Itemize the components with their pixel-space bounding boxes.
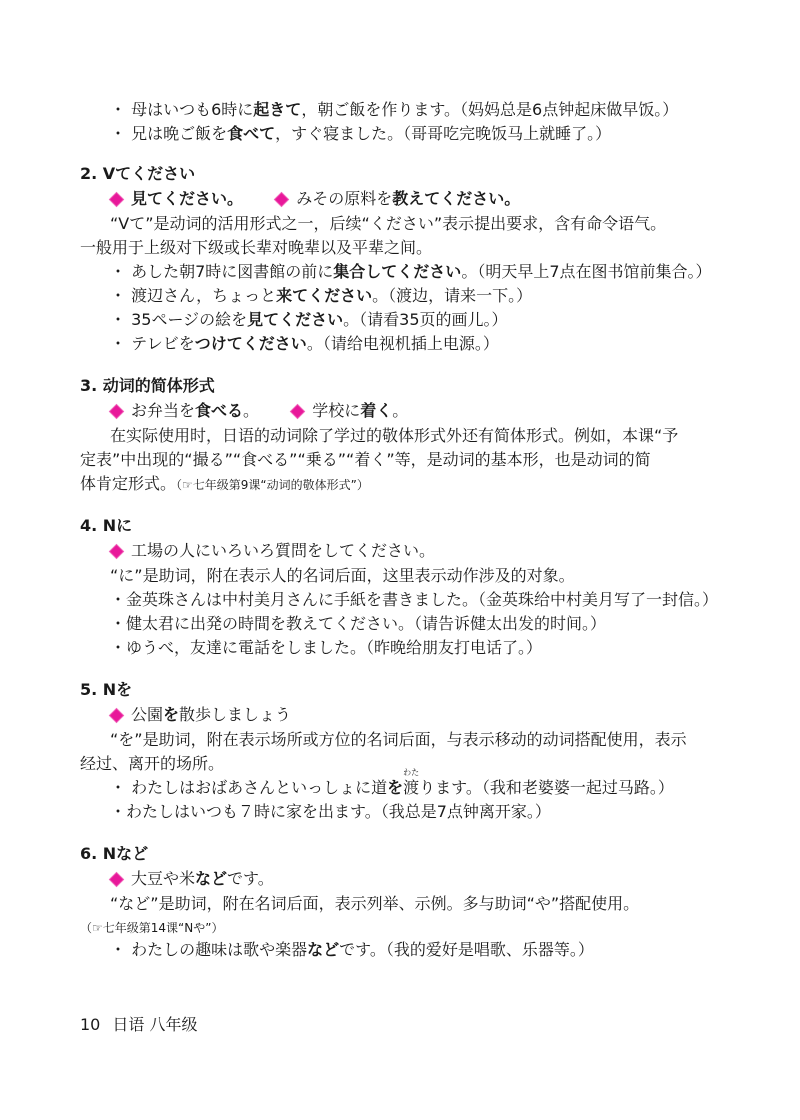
- example-verb: 食べて: [227, 124, 276, 143]
- section-heading: 3. 动词的简体形式: [80, 376, 215, 395]
- pattern-text: 工場の人にいろいろ質問をしてください。: [131, 541, 436, 560]
- example-line: [110, 261, 712, 283]
- pattern-text: 学校に: [312, 401, 361, 420]
- example-text: テレビを: [131, 334, 195, 353]
- example-verb: つけてください: [194, 334, 307, 353]
- example-text: ります。（我和老婆婆一起过马路。）: [419, 778, 674, 797]
- explanation: 在实际使用时，日语的动词除了学过的敬体形式外还有简体形式。例如，本课“予: [110, 426, 679, 445]
- explanation: “に”是助词，附在表示人的名词后面，这里表示动作涉及的对象。: [110, 566, 575, 585]
- pattern-line: [110, 400, 408, 422]
- pattern-line: [110, 704, 291, 726]
- example-line: ・ 健太君に出発の時間を教えてください。（请告诉健太出发的时间。）: [110, 613, 606, 635]
- example-line: ・ ゆうべ，友達に電話をしました。（昨晚给朋友打电话了。）: [110, 637, 542, 659]
- pattern-text: 食べる: [195, 401, 244, 420]
- pattern-text: みその原料を: [296, 189, 393, 208]
- example-line: [110, 309, 508, 331]
- diamond-bullet-icon: [110, 545, 123, 558]
- pattern-text: お弁当を: [131, 401, 196, 420]
- explanation: 一般用于上级对下级或长辈对晚辈以及平辈之间。: [80, 238, 433, 257]
- example-verb: 見てください: [247, 310, 344, 329]
- pattern-text: です。: [227, 869, 274, 888]
- example-line: [110, 123, 611, 145]
- book-title: 日语 八年级: [112, 1015, 198, 1034]
- page-footer: [80, 1012, 197, 1035]
- pattern-line: [110, 868, 274, 890]
- diamond-bullet-icon: [291, 405, 304, 418]
- example-text: あした朝7時に図書館の前に: [131, 262, 334, 281]
- example-particle: など: [307, 940, 340, 959]
- pattern-text: 散歩しましょう: [179, 705, 292, 724]
- example-text: わたしの趣味は歌や楽器: [131, 940, 308, 959]
- explanation: “を”是助词，附在表示场所或方位的名词后面，与表示移动的动词搭配使用，表示: [110, 730, 687, 749]
- explanation: [80, 473, 369, 496]
- example-text: 。（明天早上7点在图书馆前集合。）: [461, 262, 712, 281]
- example-text: 母はいつも6時に: [131, 100, 254, 119]
- pattern-line: [110, 188, 520, 210]
- explanation-text: 体肯定形式。: [80, 474, 177, 493]
- explanation: 定表”中出现的“撮る”“食べる”“乗る”“着く”等，是动词的基本形，也是动词的简: [80, 450, 651, 469]
- pattern-particle: を: [163, 705, 180, 724]
- example-line: [110, 768, 674, 799]
- section-heading: 6. Nなど: [80, 844, 149, 863]
- pattern-text: 。: [243, 401, 260, 420]
- example-line: ・ 金英珠さんは中村美月さんに手紙を書きました。（金英珠给中村美月写了一封信。）: [110, 589, 718, 611]
- example-line: [110, 333, 499, 355]
- example-text: 兄は晩ご飯を: [131, 124, 228, 143]
- ruby-reading: わた: [403, 768, 420, 777]
- ruby-word: [403, 768, 420, 797]
- example-text: 渡辺さん，ちょっと: [131, 286, 277, 305]
- example-text: わたしはおばあさんといっしょに道: [131, 778, 388, 797]
- pattern-text: 公園: [131, 705, 164, 724]
- pattern-particle: など: [195, 869, 228, 888]
- example-line: [110, 285, 532, 307]
- explanation: 经过、离开的场所。: [80, 754, 225, 773]
- diamond-bullet-icon: [110, 405, 123, 418]
- example-verb: 集合してください: [333, 262, 462, 281]
- example-verb: 起きて: [253, 100, 302, 119]
- example-line: [110, 99, 678, 121]
- section-heading: 2. Vてください: [80, 164, 196, 183]
- example-text: 。（请给电视机插上电源。）: [306, 334, 499, 353]
- page-number: 10: [80, 1015, 101, 1034]
- pattern-line: [110, 540, 435, 562]
- pattern-text: 教えてください。: [392, 189, 521, 208]
- example-text: 35ページの絵を: [131, 310, 248, 329]
- section-heading: 5. Nを: [80, 680, 133, 699]
- pattern-text: 着く: [360, 401, 393, 420]
- ruby-base: 渡: [403, 778, 420, 797]
- diamond-bullet-icon: [275, 193, 288, 206]
- pattern-text: 。: [392, 401, 409, 420]
- example-text: ，朝ご飯を作ります。（妈妈总是6点钟起床做早饭。）: [301, 100, 679, 119]
- example-line: ・ わたしはいつも７時に家を出ます。（我总是7点钟离开家。）: [110, 801, 551, 823]
- explanation: “など”是助词，附在名词后面，表示列举、示例。多与助词“や”搭配使用。: [110, 894, 640, 913]
- diamond-bullet-icon: [110, 709, 123, 722]
- example-verb: 来てください: [276, 286, 373, 305]
- cross-reference: （☞七年级第9课“动词的敬体形式”）: [176, 478, 369, 492]
- section-heading: 4. Nに: [80, 516, 133, 535]
- diamond-bullet-icon: [110, 193, 123, 206]
- example-particle: を: [387, 778, 404, 797]
- pattern-text: 大豆や米: [131, 869, 196, 888]
- example-text: です。（我的爱好是唱歌、乐器等。）: [339, 940, 594, 959]
- diamond-bullet-icon: [110, 873, 123, 886]
- explanation: “Vて”是动词的活用形式之一，后续“ください”表示提出要求，含有命令语气。: [110, 214, 667, 233]
- example-text: ，すぐ寝ました。（哥哥吃完晚饭马上就睡了。）: [275, 124, 612, 143]
- cross-reference: （☞七年级第14课“Nや”）: [80, 921, 224, 935]
- example-text: 。（请看35页的画儿。）: [343, 310, 508, 329]
- example-text: 。（渡边，请来一下。）: [372, 286, 533, 305]
- pattern-text: 見てください。: [131, 189, 244, 208]
- example-line: [110, 939, 594, 961]
